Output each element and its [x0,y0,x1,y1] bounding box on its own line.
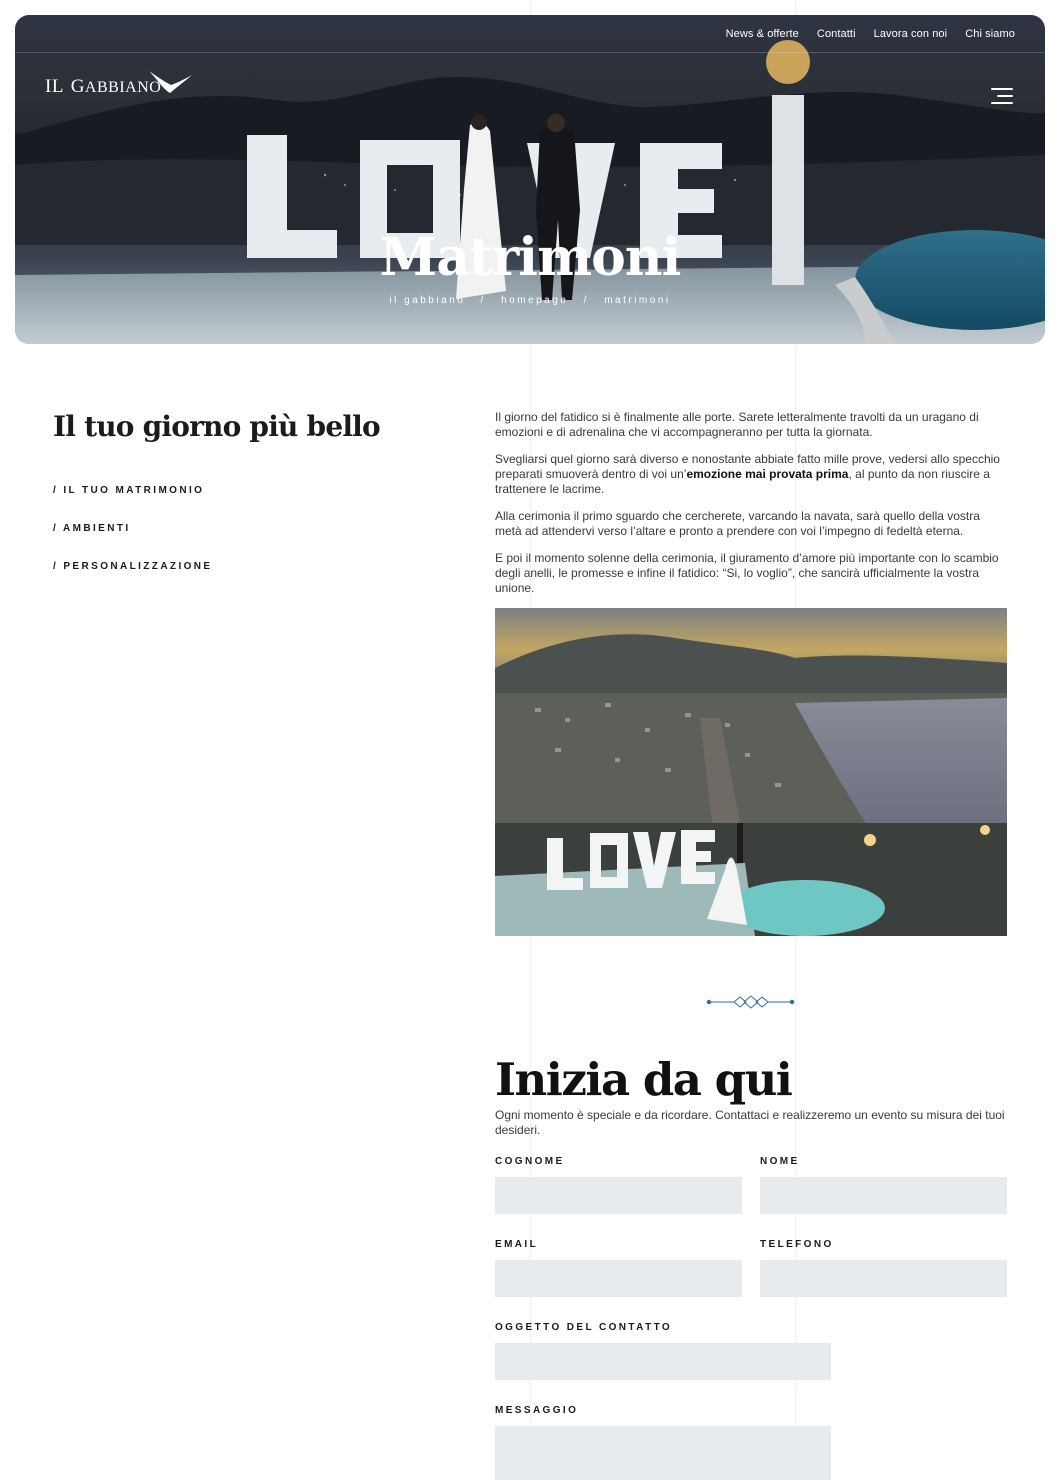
section-links [53,485,213,599]
form-title: Inizia da qui [495,1053,792,1106]
hero-title: Matrimoni [379,227,681,288]
nav-link-chi-siamo[interactable]: Chi siamo [965,28,1015,40]
telefono-label: TELEFONO [760,1239,834,1250]
section-title: Il tuo giorno più bello [53,410,380,443]
oggetto-label: OGGETTO DEL CONTATTO [495,1322,673,1333]
logo-wordmark: IL GABBIANO [45,76,162,97]
section-link-personalizzazione[interactable]: / PERSONALIZZAZIONE [53,561,213,572]
messaggio-label: MESSAGGIO [495,1405,579,1416]
form-intro: Ogni momento è speciale e da ricordare. Contattaci e realizzeremo un evento su misura dei tuoi desideri. [495,1108,1005,1137]
hero-banner [15,15,1045,344]
breadcrumb-separator: / [480,295,486,306]
breadcrumb-item-homepage[interactable]: homepage [501,295,569,306]
ornamental-divider-icon [706,995,796,1009]
breadcrumb-item-current: matrimoni [604,295,671,306]
breadcrumb-separator: / [583,295,589,306]
article-paragraph: Svegliarsi quel giorno sarà diverso e nonostante abbiate fatto mille prove, vedersi allo specchio preparati smuoverà dentro di voi un’emozione mai provata prima, al punto da non riuscire a trattenere le lacrime. [495,452,1000,496]
section-link-ambienti[interactable]: / AMBIENTI [53,523,131,534]
article-paragraph: E poi il momento solenne della cerimonia, il giuramento d’amore più importante con lo scambio degli anelli, le promesse e infine il fatidico: “Si, lo voglio”, che sancirà ufficialmente la vostra unione. [495,551,999,595]
oggetto-field[interactable] [495,1343,831,1380]
cognome-label: COGNOME [495,1156,565,1167]
messaggio-textarea[interactable] [495,1426,831,1480]
email-field[interactable] [495,1260,742,1297]
seagull-logo-icon [147,69,193,97]
email-label: EMAIL [495,1239,539,1250]
article-paragraph: Il giorno del fatidico si è finalmente alle porte. Sarete letteralmente travolti da un uragano di emozioni e di adrenalina che vi accompagneranno per tutta la giornata. [495,410,979,439]
nav-link-contatti[interactable]: Contatti [816,28,856,40]
site-logo[interactable] [45,71,161,99]
hamburger-menu-icon[interactable] [989,88,1013,106]
top-nav [726,28,1015,40]
nav-link-news-offerte[interactable]: News & offerte [725,28,799,40]
nome-field[interactable] [760,1177,1007,1214]
breadcrumb [15,295,1045,306]
wedding-terrace-photo [495,608,1007,936]
nome-label: NOME [760,1156,800,1167]
cognome-field[interactable] [495,1177,742,1214]
article-body [495,410,1007,608]
article-emphasis: emozione mai provata prima [686,467,849,481]
section-link-il-tuo-matrimonio[interactable]: / IL TUO MATRIMONIO [53,485,205,496]
telefono-field[interactable] [760,1260,1007,1297]
breadcrumb-item-il-gabbiano[interactable]: il gabbiano [389,295,466,306]
nav-link-lavora-con-noi[interactable]: Lavora con noi [873,28,948,40]
article-paragraph: Alla cerimonia il primo sguardo che cercherete, varcando la navata, sarà quello della vostra metà ad attendervi verso l’altare e pronto a prendere con voi l’impegno di fedeltà eterna. [495,509,980,538]
